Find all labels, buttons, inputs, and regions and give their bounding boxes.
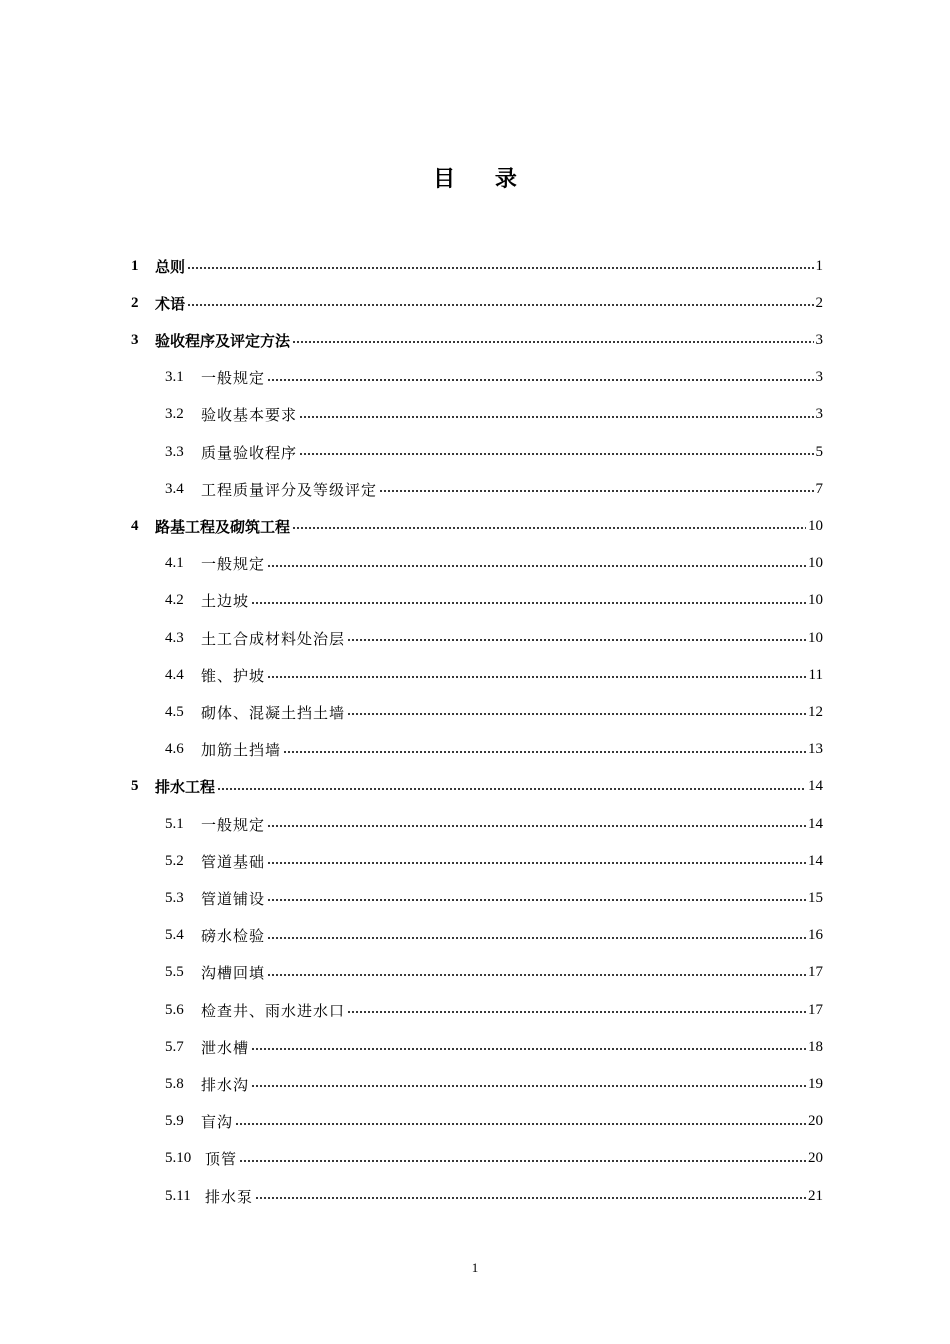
toc-entry-page: 15 xyxy=(808,889,823,906)
toc-entry-label: 质量验收程序 xyxy=(201,443,298,462)
toc-entry-page: 5 xyxy=(815,443,823,460)
toc-entry-label: 排水泵 xyxy=(205,1187,254,1206)
toc-entry[interactable] xyxy=(165,1184,823,1208)
dot-leader xyxy=(347,713,806,715)
toc-entry-label: 验收程序及评定方法 xyxy=(155,331,291,350)
toc-entry-label: 磅水检验 xyxy=(201,927,266,946)
dot-leader xyxy=(267,937,806,939)
toc-entry-page: 1 xyxy=(815,257,823,274)
toc-entry-page: 2 xyxy=(815,294,823,311)
toc-entry-label: 管道基础 xyxy=(201,852,266,871)
toc-entry-number: 5 xyxy=(131,778,139,795)
toc-entry[interactable] xyxy=(165,812,823,836)
toc-entry[interactable] xyxy=(165,663,823,687)
toc-entry[interactable] xyxy=(165,700,823,724)
dot-leader xyxy=(292,341,813,343)
toc-entry-label: 加筋土挡墙 xyxy=(201,741,282,760)
toc-entry-label: 术语 xyxy=(155,294,186,313)
toc-entry-page: 10 xyxy=(808,629,823,646)
dot-leader xyxy=(255,1197,806,1199)
toc-entry-number: 5.2 xyxy=(165,852,184,869)
dot-leader xyxy=(267,565,806,567)
toc-entry-page: 10 xyxy=(808,592,823,609)
toc-entry-label: 一般规定 xyxy=(201,369,266,388)
toc-entry[interactable] xyxy=(131,291,823,315)
dot-leader xyxy=(217,788,806,790)
toc-entry-label: 管道铺设 xyxy=(201,889,266,908)
toc-entry[interactable] xyxy=(165,1035,823,1059)
toc-entry-page: 21 xyxy=(808,1187,823,1204)
toc-entry-label: 验收基本要求 xyxy=(201,406,298,425)
toc-entry-label: 土工合成材料处治层 xyxy=(201,629,346,648)
toc-entry-number: 5.8 xyxy=(165,1075,184,1092)
toc-entry[interactable] xyxy=(165,998,823,1022)
toc-entry-label: 沟槽回填 xyxy=(201,964,266,983)
toc-entry[interactable] xyxy=(165,1072,823,1096)
toc-entry-label: 泄水槽 xyxy=(201,1038,250,1057)
dot-leader xyxy=(267,899,806,901)
dot-leader xyxy=(347,639,806,641)
dot-leader xyxy=(267,825,806,827)
page-title: 目 录 xyxy=(433,167,533,192)
toc-entry-number: 5.11 xyxy=(165,1187,191,1204)
toc-entry-label: 锥、护坡 xyxy=(201,666,266,685)
toc-entry-label: 检查井、雨水进水口 xyxy=(201,1001,346,1020)
toc-entry-number: 5.5 xyxy=(165,964,184,981)
toc-entry-page: 7 xyxy=(815,480,823,497)
dot-leader xyxy=(187,267,813,269)
dot-leader xyxy=(251,1085,806,1087)
toc-entry-number: 4.5 xyxy=(165,703,184,720)
dot-leader xyxy=(347,1011,806,1013)
toc-entry-page: 16 xyxy=(808,927,823,944)
dot-leader xyxy=(379,490,813,492)
toc-entry-page: 3 xyxy=(815,331,823,348)
toc-entry-number: 5.6 xyxy=(165,1001,184,1018)
dot-leader xyxy=(267,974,806,976)
toc-entry-number: 5.9 xyxy=(165,1113,184,1130)
toc-entry-number: 4.2 xyxy=(165,592,184,609)
dot-leader xyxy=(292,527,806,529)
toc-entry-label: 顶管 xyxy=(205,1150,238,1169)
toc-entry[interactable] xyxy=(165,924,823,948)
toc-entry-page: 14 xyxy=(808,852,823,869)
dot-leader xyxy=(251,1048,806,1050)
toc-entry[interactable] xyxy=(165,738,823,762)
toc-entry-label: 土边坡 xyxy=(201,592,250,611)
toc-entry-number: 3.3 xyxy=(165,443,184,460)
dot-leader xyxy=(283,751,806,753)
toc-entry[interactable] xyxy=(165,440,823,464)
toc-entry-label: 路基工程及砌筑工程 xyxy=(155,517,291,536)
dot-leader xyxy=(251,602,806,604)
toc-entry[interactable] xyxy=(131,775,823,799)
toc-entry-number: 4.6 xyxy=(165,741,184,758)
toc-entry-page: 14 xyxy=(808,815,823,832)
toc-entry-label: 一般规定 xyxy=(201,555,266,574)
toc-entry[interactable] xyxy=(165,366,823,390)
toc-entry[interactable] xyxy=(131,328,823,352)
toc-entry-page: 14 xyxy=(808,778,823,795)
toc-entry-label: 总则 xyxy=(155,257,186,276)
toc-entry-number: 5.10 xyxy=(165,1150,192,1167)
toc-entry[interactable] xyxy=(131,254,823,278)
dot-leader xyxy=(267,676,807,678)
page-number: 1 xyxy=(471,1260,479,1275)
dot-leader xyxy=(235,1123,806,1125)
toc-entry-number: 4.1 xyxy=(165,555,184,572)
toc-entry-number: 5.4 xyxy=(165,927,184,944)
toc-entry-page: 19 xyxy=(808,1075,823,1092)
toc-entry-number: 3.2 xyxy=(165,406,184,423)
toc-entry-page: 20 xyxy=(808,1113,823,1130)
toc-entry-page: 17 xyxy=(808,1001,823,1018)
toc-entry-number: 4 xyxy=(131,517,139,534)
toc-entry[interactable] xyxy=(165,1147,823,1171)
toc-entry-number: 3.1 xyxy=(165,369,184,386)
toc-entry[interactable] xyxy=(165,886,823,910)
toc-entry-number: 2 xyxy=(131,294,139,311)
toc-entry-page: 17 xyxy=(808,964,823,981)
toc-entry[interactable] xyxy=(165,961,823,985)
toc-entry-page: 20 xyxy=(808,1150,823,1167)
dot-leader xyxy=(267,379,813,381)
dot-leader xyxy=(299,453,813,455)
toc-entry-label: 盲沟 xyxy=(201,1113,234,1132)
toc-entry-label: 一般规定 xyxy=(201,815,266,834)
toc-entry-page: 3 xyxy=(815,406,823,423)
toc-entry-page: 12 xyxy=(808,703,823,720)
toc-entry-page: 10 xyxy=(808,555,823,572)
dot-leader xyxy=(239,1160,806,1162)
toc-entry-number: 3.4 xyxy=(165,480,184,497)
toc-entry-number: 5.1 xyxy=(165,815,184,832)
toc-entry-number: 5.7 xyxy=(165,1038,184,1055)
toc-entry-page: 11 xyxy=(808,666,823,683)
toc-entry[interactable] xyxy=(165,589,823,613)
toc-entry-number: 1 xyxy=(131,257,139,274)
toc-entry[interactable] xyxy=(165,849,823,873)
toc-entry-page: 13 xyxy=(808,741,823,758)
toc-entry-number: 4.4 xyxy=(165,666,184,683)
toc-entry-page: 18 xyxy=(808,1038,823,1055)
toc-entry[interactable] xyxy=(165,626,823,650)
toc-entry-page: 3 xyxy=(815,369,823,386)
toc-entry-page: 10 xyxy=(808,517,823,534)
toc-entry-label: 工程质量评分及等级评定 xyxy=(201,480,378,499)
toc-entry-label: 排水沟 xyxy=(201,1075,250,1094)
toc-entry-number: 5.3 xyxy=(165,889,184,906)
toc-entry[interactable] xyxy=(165,403,823,427)
dot-leader xyxy=(299,416,813,418)
toc-entry[interactable] xyxy=(131,514,823,538)
toc-entry[interactable] xyxy=(165,477,823,501)
dot-leader xyxy=(187,304,813,306)
toc-entry-number: 4.3 xyxy=(165,629,184,646)
toc-entry[interactable] xyxy=(165,552,823,576)
dot-leader xyxy=(267,862,806,864)
toc-entry-number: 3 xyxy=(131,331,139,348)
toc-entry[interactable] xyxy=(165,1110,823,1134)
toc-entry-label: 排水工程 xyxy=(155,778,216,797)
toc-entry-label: 砌体、混凝土挡土墙 xyxy=(201,703,346,722)
